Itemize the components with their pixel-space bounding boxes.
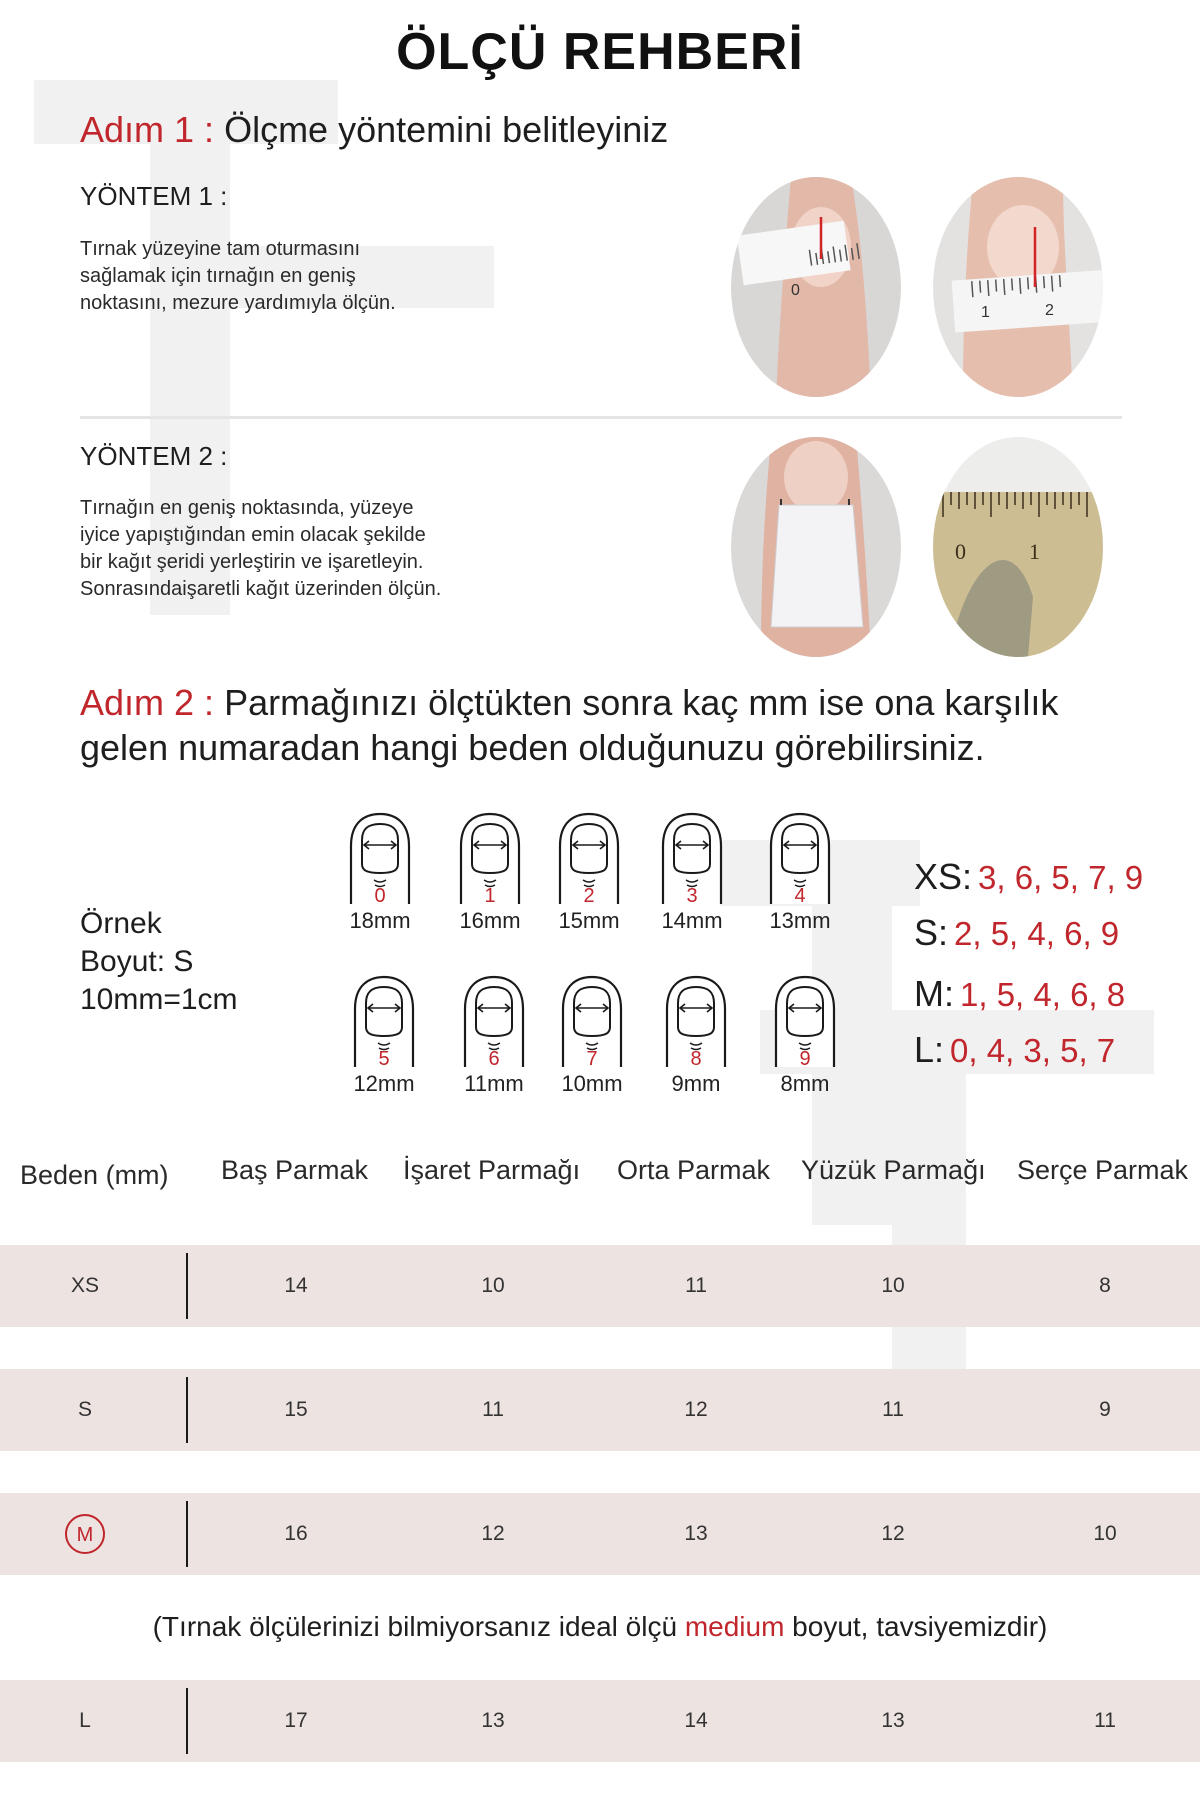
step-1-tag: Adım 1 : [80, 109, 215, 150]
nail-size-7 [547, 975, 637, 1097]
nail-width: 13mm [769, 908, 831, 933]
table-row [0, 1680, 1200, 1762]
size-set-s [914, 912, 1119, 954]
nail-width: 18mm [349, 908, 411, 933]
section-divider [80, 416, 1122, 419]
value-cell: 14 [284, 1274, 308, 1297]
nail-size-3 [647, 812, 737, 934]
size-set-label: XS: [914, 856, 973, 897]
nail-number: 9 [799, 1048, 811, 1070]
method-1-description: Tırnak yüzeyine tam oturmasını sağlamak için tırnağın en geniş noktasını, mezure yardımıyla ölçün. [80, 238, 396, 314]
method-2-photo-ruler [933, 437, 1103, 657]
example-box [80, 905, 238, 1019]
row-separator [186, 1377, 188, 1443]
nail-number: 7 [586, 1048, 598, 1070]
method-2-photo-paper-strip [731, 437, 901, 657]
value-cell: 11 [685, 1274, 707, 1297]
size-cell: S [77, 1398, 93, 1421]
table-row [0, 1245, 1200, 1327]
value-cell: 13 [481, 1709, 505, 1732]
size-set-l [914, 1029, 1115, 1071]
nail-width: 8mm [780, 1071, 830, 1096]
nail-width: 14mm [661, 908, 723, 933]
value-cell: 16 [284, 1522, 308, 1545]
table-row-highlighted [0, 1493, 1200, 1575]
size-set-m [914, 973, 1125, 1015]
value-cell: 11 [882, 1398, 904, 1421]
step-2-heading [80, 680, 1180, 770]
nail-width: 12mm [353, 1071, 415, 1096]
note-after: boyut, tavsiyemizdir) [784, 1611, 1048, 1642]
step-2-tag: Adım 2 : [80, 682, 215, 723]
step-2-text-line-2: gelen numaradan hangi beden olduğunuzu görebilirsiniz. [80, 727, 985, 768]
ruler-illustration [933, 437, 1103, 657]
nail-number: 6 [488, 1048, 500, 1070]
nail-number: 0 [374, 885, 386, 907]
nail-number: 1 [484, 885, 496, 907]
ruler-mark-0: 0 [955, 539, 966, 564]
size-set-label: M: [914, 973, 954, 1014]
step-2-text-line-1: Parmağınızı ölçtükten sonra kaç mm ise ona karşılık [214, 682, 1059, 723]
example-size: Boyut: S [80, 945, 194, 978]
nail-number: 3 [686, 885, 698, 907]
nail-number: 8 [690, 1048, 702, 1070]
note-before: (Tırnak ölçülerinizi bilmiyorsanız ideal ölçü [152, 1611, 685, 1642]
nail-size-0 [335, 812, 425, 934]
method-2-title: YÖNTEM 2 : [80, 441, 228, 471]
value-cell: 10 [1093, 1522, 1117, 1545]
nail-width: 11mm [464, 1071, 524, 1096]
header-index-finger: İşaret Parmağı [403, 1155, 581, 1185]
finger-paper-illustration [731, 437, 901, 657]
ruler-mark-0: 0 [791, 282, 800, 299]
value-cell: 8 [1099, 1274, 1111, 1297]
step-1-heading [80, 107, 668, 152]
value-cell: 12 [881, 1522, 905, 1545]
value-cell: 10 [481, 1274, 505, 1297]
nail-width: 15mm [558, 908, 620, 933]
value-cell: 10 [881, 1274, 905, 1297]
size-cell [65, 1493, 105, 1575]
nail-size-1 [445, 812, 535, 934]
note-accent: medium [684, 1611, 785, 1642]
nail-size-2 [544, 812, 634, 934]
size-set-label: L: [914, 1029, 945, 1070]
size-set-xs [914, 856, 1143, 898]
value-cell: 12 [684, 1398, 708, 1421]
value-cell: 13 [881, 1709, 905, 1732]
example-label: Örnek [80, 907, 162, 940]
size-set-values: 0, 4, 3, 5, 7 [950, 1032, 1116, 1069]
value-cell: 13 [684, 1522, 708, 1545]
value-cell: 17 [284, 1709, 308, 1732]
ruler-mark-1: 1 [1029, 539, 1040, 564]
value-cell: 12 [481, 1522, 505, 1545]
size-set-label: S: [914, 912, 949, 953]
nail-number: 2 [583, 885, 595, 907]
table-row [0, 1369, 1200, 1451]
nail-number: 5 [378, 1048, 390, 1070]
method-2-description: Tırnağın en geniş noktasında, yüzeye iyice yapıştığından emin olacak şekilde bir kağıt şeridi yerleştirin ve işaretleyin. Sonrasındaişaretli kağıt üzerinden ölçün. [80, 497, 442, 600]
method-1-title: YÖNTEM 1 : [80, 181, 228, 211]
nail-size-4 [755, 812, 845, 934]
nail-width: 10mm [561, 1071, 623, 1096]
method-1-photo-tape-start [731, 177, 901, 397]
size-cell: XS [70, 1274, 100, 1297]
nail-width: 16mm [459, 908, 521, 933]
example-conversion: 10mm=1cm [80, 983, 238, 1016]
value-cell: 14 [684, 1709, 708, 1732]
size-set-values: 1, 5, 4, 6, 8 [960, 976, 1126, 1013]
header-ring-finger: Yüzük Parmağı [801, 1155, 986, 1185]
size-set-values: 2, 5, 4, 6, 9 [954, 915, 1120, 952]
value-cell: 9 [1099, 1398, 1111, 1421]
value-cell: 15 [284, 1398, 308, 1421]
value-cell: 11 [1094, 1709, 1116, 1732]
value-cell: 11 [482, 1398, 504, 1421]
page-title: ÖLÇÜ REHBERİ [396, 23, 804, 81]
header-thumb: Baş Parmak [221, 1155, 369, 1185]
method-1-photo-tape-reading [933, 177, 1103, 397]
nail-number: 4 [794, 885, 806, 907]
nail-width: 9mm [671, 1071, 721, 1096]
finger-tape-illustration [731, 177, 901, 397]
recommendation-note [0, 1611, 1200, 1643]
row-separator [186, 1688, 188, 1754]
step-1-text: Ölçme yöntemini belitleyiniz [214, 109, 669, 150]
ruler-mark-1: 1 [981, 304, 990, 321]
header-middle-finger: Orta Parmak [617, 1155, 771, 1185]
nail-size-9 [760, 975, 850, 1097]
highlight-circle: M [65, 1514, 105, 1554]
row-separator [186, 1253, 188, 1319]
header-size: Beden (mm) [20, 1160, 169, 1190]
finger-tape-reading-illustration [933, 177, 1103, 397]
header-pinky-finger: Serçe Parmak [1017, 1155, 1189, 1185]
nail-size-8 [651, 975, 741, 1097]
nail-size-5 [339, 975, 429, 1097]
row-separator [186, 1501, 188, 1567]
ruler-mark-2: 2 [1045, 302, 1054, 319]
size-cell: L [79, 1709, 91, 1732]
size-set-values: 3, 6, 5, 7, 9 [978, 859, 1144, 896]
nail-size-6 [449, 975, 539, 1097]
